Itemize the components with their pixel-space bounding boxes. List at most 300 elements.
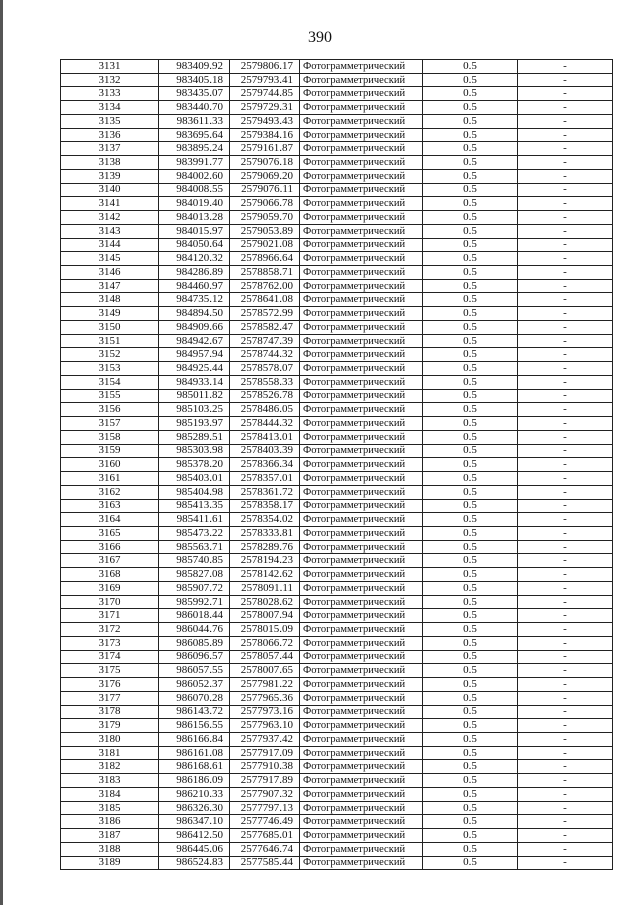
note-cell: - <box>518 842 613 856</box>
note-cell: - <box>518 444 613 458</box>
y-coordinate-cell: 2577646.74 <box>230 842 300 856</box>
method-cell: Фотограмметрический <box>300 842 423 856</box>
method-cell: Фотограмметрический <box>300 224 423 238</box>
point-number-cell: 3133 <box>61 87 159 101</box>
x-coordinate-cell: 984735.12 <box>159 293 230 307</box>
method-cell: Фотограмметрический <box>300 73 423 87</box>
point-number-cell: 3142 <box>61 211 159 225</box>
accuracy-cell: 0.5 <box>423 375 518 389</box>
x-coordinate-cell: 983435.07 <box>159 87 230 101</box>
table-row <box>61 691 613 705</box>
x-coordinate-cell: 983991.77 <box>159 156 230 170</box>
y-coordinate-cell: 2579021.08 <box>230 238 300 252</box>
method-cell: Фотограмметрический <box>300 526 423 540</box>
point-number-cell: 3188 <box>61 842 159 856</box>
y-coordinate-cell: 2579066.78 <box>230 197 300 211</box>
accuracy-cell: 0.5 <box>423 444 518 458</box>
table-row <box>61 430 613 444</box>
x-coordinate-cell: 983895.24 <box>159 142 230 156</box>
accuracy-cell: 0.5 <box>423 389 518 403</box>
y-coordinate-cell: 2578403.39 <box>230 444 300 458</box>
y-coordinate-cell: 2578858.71 <box>230 266 300 280</box>
note-cell: - <box>518 389 613 403</box>
y-coordinate-cell: 2579059.70 <box>230 211 300 225</box>
method-cell: Фотограмметрический <box>300 801 423 815</box>
y-coordinate-cell: 2578142.62 <box>230 568 300 582</box>
table-row <box>61 485 613 499</box>
point-number-cell: 3151 <box>61 334 159 348</box>
x-coordinate-cell: 984002.60 <box>159 169 230 183</box>
method-cell: Фотограмметрический <box>300 293 423 307</box>
method-cell: Фотограмметрический <box>300 540 423 554</box>
table-row <box>61 114 613 128</box>
accuracy-cell: 0.5 <box>423 430 518 444</box>
x-coordinate-cell: 984894.50 <box>159 307 230 321</box>
method-cell: Фотограмметрический <box>300 114 423 128</box>
accuracy-cell: 0.5 <box>423 60 518 74</box>
note-cell: - <box>518 430 613 444</box>
note-cell: - <box>518 183 613 197</box>
page-number: 390 <box>308 29 332 46</box>
y-coordinate-cell: 2578015.09 <box>230 623 300 637</box>
table-row <box>61 513 613 527</box>
x-coordinate-cell: 984957.94 <box>159 348 230 362</box>
y-coordinate-cell: 2578747.39 <box>230 334 300 348</box>
point-number-cell: 3175 <box>61 664 159 678</box>
method-cell: Фотограмметрический <box>300 499 423 513</box>
x-coordinate-cell: 986210.33 <box>159 787 230 801</box>
x-coordinate-cell: 984008.55 <box>159 183 230 197</box>
x-coordinate-cell: 986326.30 <box>159 801 230 815</box>
y-coordinate-cell: 2578057.44 <box>230 650 300 664</box>
y-coordinate-cell: 2579384.16 <box>230 128 300 142</box>
x-coordinate-cell: 985103.25 <box>159 403 230 417</box>
note-cell: - <box>518 417 613 431</box>
point-number-cell: 3145 <box>61 252 159 266</box>
method-cell: Фотограмметрический <box>300 664 423 678</box>
note-cell: - <box>518 307 613 321</box>
accuracy-cell: 0.5 <box>423 211 518 225</box>
y-coordinate-cell: 2579053.89 <box>230 224 300 238</box>
method-cell: Фотограмметрический <box>300 691 423 705</box>
point-number-cell: 3178 <box>61 705 159 719</box>
table-row <box>61 224 613 238</box>
method-cell: Фотограмметрический <box>300 375 423 389</box>
method-cell: Фотограмметрический <box>300 320 423 334</box>
accuracy-cell: 0.5 <box>423 417 518 431</box>
table-row <box>61 320 613 334</box>
x-coordinate-cell: 986143.72 <box>159 705 230 719</box>
x-coordinate-cell: 984925.44 <box>159 362 230 376</box>
point-number-cell: 3158 <box>61 430 159 444</box>
table-row <box>61 678 613 692</box>
note-cell: - <box>518 73 613 87</box>
note-cell: - <box>518 169 613 183</box>
table-row <box>61 609 613 623</box>
x-coordinate-cell: 983695.64 <box>159 128 230 142</box>
y-coordinate-cell: 2578066.72 <box>230 636 300 650</box>
accuracy-cell: 0.5 <box>423 636 518 650</box>
note-cell: - <box>518 252 613 266</box>
accuracy-cell: 0.5 <box>423 224 518 238</box>
accuracy-cell: 0.5 <box>423 829 518 843</box>
note-cell: - <box>518 774 613 788</box>
method-cell: Фотограмметрический <box>300 485 423 499</box>
x-coordinate-cell: 986412.50 <box>159 829 230 843</box>
note-cell: - <box>518 375 613 389</box>
y-coordinate-cell: 2577910.38 <box>230 760 300 774</box>
y-coordinate-cell: 2579729.31 <box>230 101 300 115</box>
table-row <box>61 774 613 788</box>
x-coordinate-cell: 984050.64 <box>159 238 230 252</box>
note-cell: - <box>518 623 613 637</box>
table-row <box>61 183 613 197</box>
point-number-cell: 3146 <box>61 266 159 280</box>
accuracy-cell: 0.5 <box>423 513 518 527</box>
table-row <box>61 526 613 540</box>
point-number-cell: 3131 <box>61 60 159 74</box>
note-cell: - <box>518 719 613 733</box>
point-number-cell: 3155 <box>61 389 159 403</box>
y-coordinate-cell: 2578558.33 <box>230 375 300 389</box>
point-number-cell: 3163 <box>61 499 159 513</box>
method-cell: Фотограмметрический <box>300 595 423 609</box>
x-coordinate-cell: 985411.61 <box>159 513 230 527</box>
point-number-cell: 3180 <box>61 732 159 746</box>
table-row <box>61 293 613 307</box>
note-cell: - <box>518 266 613 280</box>
method-cell: Фотограмметрический <box>300 636 423 650</box>
method-cell: Фотограмметрический <box>300 513 423 527</box>
note-cell: - <box>518 485 613 499</box>
point-number-cell: 3187 <box>61 829 159 843</box>
point-number-cell: 3165 <box>61 526 159 540</box>
table-row <box>61 334 613 348</box>
point-number-cell: 3167 <box>61 554 159 568</box>
method-cell: Фотограмметрический <box>300 856 423 870</box>
table-row <box>61 444 613 458</box>
note-cell: - <box>518 801 613 815</box>
y-coordinate-cell: 2578486.05 <box>230 403 300 417</box>
method-cell: Фотограмметрический <box>300 444 423 458</box>
table-row <box>61 156 613 170</box>
note-cell: - <box>518 691 613 705</box>
note-cell: - <box>518 513 613 527</box>
y-coordinate-cell: 2577746.49 <box>230 815 300 829</box>
table-row <box>61 101 613 115</box>
note-cell: - <box>518 197 613 211</box>
table-row <box>61 211 613 225</box>
table-row <box>61 856 613 870</box>
table-row <box>61 252 613 266</box>
method-cell: Фотограмметрический <box>300 211 423 225</box>
table-row <box>61 403 613 417</box>
accuracy-cell: 0.5 <box>423 252 518 266</box>
method-cell: Фотограмметрический <box>300 678 423 692</box>
accuracy-cell: 0.5 <box>423 609 518 623</box>
x-coordinate-cell: 985473.22 <box>159 526 230 540</box>
x-coordinate-cell: 986156.55 <box>159 719 230 733</box>
accuracy-cell: 0.5 <box>423 169 518 183</box>
point-number-cell: 3160 <box>61 458 159 472</box>
x-coordinate-cell: 986166.84 <box>159 732 230 746</box>
accuracy-cell: 0.5 <box>423 348 518 362</box>
accuracy-cell: 0.5 <box>423 801 518 815</box>
point-number-cell: 3162 <box>61 485 159 499</box>
accuracy-cell: 0.5 <box>423 623 518 637</box>
accuracy-cell: 0.5 <box>423 156 518 170</box>
note-cell: - <box>518 499 613 513</box>
coordinates-table <box>60 59 613 870</box>
method-cell: Фотограмметрический <box>300 169 423 183</box>
table-row <box>61 128 613 142</box>
accuracy-cell: 0.5 <box>423 581 518 595</box>
y-coordinate-cell: 2577917.09 <box>230 746 300 760</box>
point-number-cell: 3139 <box>61 169 159 183</box>
note-cell: - <box>518 279 613 293</box>
point-number-cell: 3176 <box>61 678 159 692</box>
x-coordinate-cell: 986052.37 <box>159 678 230 692</box>
note-cell: - <box>518 526 613 540</box>
method-cell: Фотограмметрический <box>300 417 423 431</box>
x-coordinate-cell: 986524.83 <box>159 856 230 870</box>
y-coordinate-cell: 2578966.64 <box>230 252 300 266</box>
method-cell: Фотограмметрический <box>300 183 423 197</box>
method-cell: Фотограмметрический <box>300 334 423 348</box>
y-coordinate-cell: 2577585.44 <box>230 856 300 870</box>
point-number-cell: 3141 <box>61 197 159 211</box>
note-cell: - <box>518 334 613 348</box>
point-number-cell: 3179 <box>61 719 159 733</box>
x-coordinate-cell: 986085.89 <box>159 636 230 650</box>
method-cell: Фотограмметрический <box>300 458 423 472</box>
accuracy-cell: 0.5 <box>423 101 518 115</box>
point-number-cell: 3186 <box>61 815 159 829</box>
y-coordinate-cell: 2578333.81 <box>230 526 300 540</box>
point-number-cell: 3143 <box>61 224 159 238</box>
point-number-cell: 3138 <box>61 156 159 170</box>
method-cell: Фотограмметрический <box>300 568 423 582</box>
accuracy-cell: 0.5 <box>423 540 518 554</box>
x-coordinate-cell: 986168.61 <box>159 760 230 774</box>
note-cell: - <box>518 664 613 678</box>
point-number-cell: 3166 <box>61 540 159 554</box>
point-number-cell: 3183 <box>61 774 159 788</box>
method-cell: Фотограмметрический <box>300 829 423 843</box>
note-cell: - <box>518 568 613 582</box>
table-row <box>61 417 613 431</box>
y-coordinate-cell: 2577797.13 <box>230 801 300 815</box>
y-coordinate-cell: 2579069.20 <box>230 169 300 183</box>
x-coordinate-cell: 986445.06 <box>159 842 230 856</box>
y-coordinate-cell: 2578366.34 <box>230 458 300 472</box>
point-number-cell: 3153 <box>61 362 159 376</box>
table-row <box>61 73 613 87</box>
note-cell: - <box>518 60 613 74</box>
x-coordinate-cell: 986161.08 <box>159 746 230 760</box>
point-number-cell: 3159 <box>61 444 159 458</box>
x-coordinate-cell: 985907.72 <box>159 581 230 595</box>
x-coordinate-cell: 985827.08 <box>159 568 230 582</box>
method-cell: Фотограмметрический <box>300 279 423 293</box>
accuracy-cell: 0.5 <box>423 856 518 870</box>
point-number-cell: 3157 <box>61 417 159 431</box>
method-cell: Фотограмметрический <box>300 389 423 403</box>
note-cell: - <box>518 348 613 362</box>
accuracy-cell: 0.5 <box>423 293 518 307</box>
note-cell: - <box>518 211 613 225</box>
method-cell: Фотограмметрический <box>300 142 423 156</box>
accuracy-cell: 0.5 <box>423 664 518 678</box>
y-coordinate-cell: 2577937.42 <box>230 732 300 746</box>
y-coordinate-cell: 2577973.16 <box>230 705 300 719</box>
y-coordinate-cell: 2578578.07 <box>230 362 300 376</box>
x-coordinate-cell: 983409.92 <box>159 60 230 74</box>
note-cell: - <box>518 678 613 692</box>
point-number-cell: 3136 <box>61 128 159 142</box>
method-cell: Фотограмметрический <box>300 760 423 774</box>
table-row <box>61 87 613 101</box>
point-number-cell: 3152 <box>61 348 159 362</box>
y-coordinate-cell: 2578007.65 <box>230 664 300 678</box>
note-cell: - <box>518 705 613 719</box>
y-coordinate-cell: 2579744.85 <box>230 87 300 101</box>
note-cell: - <box>518 403 613 417</box>
point-number-cell: 3154 <box>61 375 159 389</box>
note-cell: - <box>518 829 613 843</box>
x-coordinate-cell: 985193.97 <box>159 417 230 431</box>
table-row <box>61 499 613 513</box>
table-row <box>61 472 613 486</box>
point-number-cell: 3168 <box>61 568 159 582</box>
note-cell: - <box>518 595 613 609</box>
table-row <box>61 581 613 595</box>
point-number-cell: 3134 <box>61 101 159 115</box>
x-coordinate-cell: 984909.66 <box>159 320 230 334</box>
y-coordinate-cell: 2577917.89 <box>230 774 300 788</box>
table-row <box>61 705 613 719</box>
point-number-cell: 3173 <box>61 636 159 650</box>
accuracy-cell: 0.5 <box>423 307 518 321</box>
accuracy-cell: 0.5 <box>423 526 518 540</box>
table-row <box>61 664 613 678</box>
y-coordinate-cell: 2578361.72 <box>230 485 300 499</box>
y-coordinate-cell: 2578641.08 <box>230 293 300 307</box>
note-cell: - <box>518 732 613 746</box>
method-cell: Фотограмметрический <box>300 252 423 266</box>
accuracy-cell: 0.5 <box>423 732 518 746</box>
point-number-cell: 3181 <box>61 746 159 760</box>
point-number-cell: 3164 <box>61 513 159 527</box>
y-coordinate-cell: 2579806.17 <box>230 60 300 74</box>
accuracy-cell: 0.5 <box>423 128 518 142</box>
method-cell: Фотограмметрический <box>300 705 423 719</box>
note-cell: - <box>518 114 613 128</box>
x-coordinate-cell: 986018.44 <box>159 609 230 623</box>
table-row <box>61 362 613 376</box>
accuracy-cell: 0.5 <box>423 114 518 128</box>
x-coordinate-cell: 984019.40 <box>159 197 230 211</box>
table-row <box>61 238 613 252</box>
note-cell: - <box>518 362 613 376</box>
table-row <box>61 197 613 211</box>
point-number-cell: 3148 <box>61 293 159 307</box>
x-coordinate-cell: 984120.32 <box>159 252 230 266</box>
table-row <box>61 279 613 293</box>
note-cell: - <box>518 609 613 623</box>
accuracy-cell: 0.5 <box>423 458 518 472</box>
y-coordinate-cell: 2578357.01 <box>230 472 300 486</box>
point-number-cell: 3135 <box>61 114 159 128</box>
table-row <box>61 458 613 472</box>
point-number-cell: 3174 <box>61 650 159 664</box>
accuracy-cell: 0.5 <box>423 554 518 568</box>
method-cell: Фотограмметрический <box>300 238 423 252</box>
method-cell: Фотограмметрический <box>300 197 423 211</box>
note-cell: - <box>518 293 613 307</box>
method-cell: Фотограмметрический <box>300 156 423 170</box>
y-coordinate-cell: 2578444.32 <box>230 417 300 431</box>
x-coordinate-cell: 986070.28 <box>159 691 230 705</box>
x-coordinate-cell: 983405.18 <box>159 73 230 87</box>
table-row <box>61 732 613 746</box>
table-row <box>61 348 613 362</box>
note-cell: - <box>518 238 613 252</box>
accuracy-cell: 0.5 <box>423 320 518 334</box>
x-coordinate-cell: 984013.28 <box>159 211 230 225</box>
accuracy-cell: 0.5 <box>423 334 518 348</box>
note-cell: - <box>518 746 613 760</box>
note-cell: - <box>518 650 613 664</box>
y-coordinate-cell: 2579793.41 <box>230 73 300 87</box>
note-cell: - <box>518 142 613 156</box>
y-coordinate-cell: 2578413.01 <box>230 430 300 444</box>
method-cell: Фотограмметрический <box>300 554 423 568</box>
accuracy-cell: 0.5 <box>423 238 518 252</box>
table-row <box>61 842 613 856</box>
point-number-cell: 3144 <box>61 238 159 252</box>
method-cell: Фотограмметрический <box>300 266 423 280</box>
point-number-cell: 3149 <box>61 307 159 321</box>
x-coordinate-cell: 985740.85 <box>159 554 230 568</box>
table-row <box>61 568 613 582</box>
note-cell: - <box>518 320 613 334</box>
note-cell: - <box>518 856 613 870</box>
x-coordinate-cell: 984942.67 <box>159 334 230 348</box>
y-coordinate-cell: 2578582.47 <box>230 320 300 334</box>
method-cell: Фотограмметрический <box>300 472 423 486</box>
accuracy-cell: 0.5 <box>423 568 518 582</box>
method-cell: Фотограмметрический <box>300 581 423 595</box>
accuracy-cell: 0.5 <box>423 787 518 801</box>
note-cell: - <box>518 458 613 472</box>
point-number-cell: 3169 <box>61 581 159 595</box>
table-row <box>61 829 613 843</box>
y-coordinate-cell: 2577981.22 <box>230 678 300 692</box>
accuracy-cell: 0.5 <box>423 279 518 293</box>
table-row <box>61 650 613 664</box>
point-number-cell: 3184 <box>61 787 159 801</box>
table-row <box>61 595 613 609</box>
accuracy-cell: 0.5 <box>423 362 518 376</box>
table-row <box>61 623 613 637</box>
accuracy-cell: 0.5 <box>423 746 518 760</box>
x-coordinate-cell: 983611.33 <box>159 114 230 128</box>
method-cell: Фотограмметрический <box>300 623 423 637</box>
method-cell: Фотограмметрический <box>300 430 423 444</box>
method-cell: Фотограмметрический <box>300 732 423 746</box>
x-coordinate-cell: 985992.71 <box>159 595 230 609</box>
